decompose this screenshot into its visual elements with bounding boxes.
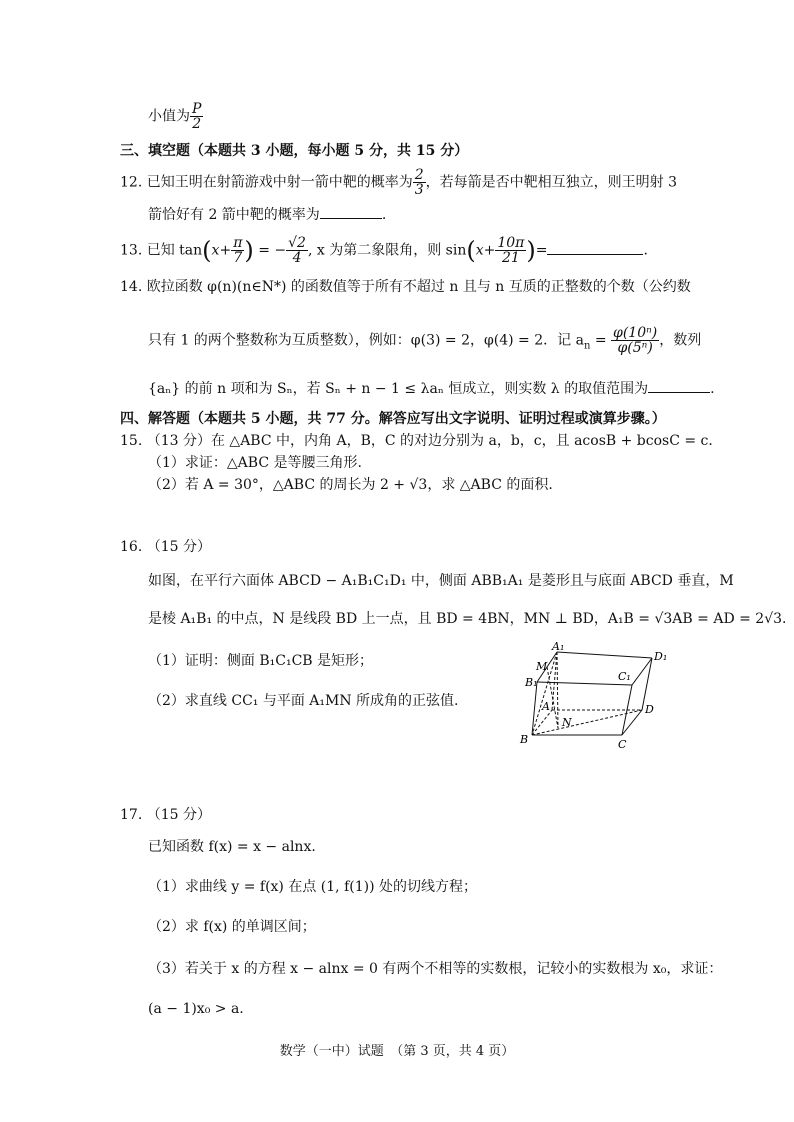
fraction: $\frac{2}{3}$ (414, 167, 424, 198)
answer-blank (648, 378, 710, 393)
question-14-cont2: {aₙ} 的前 n 项和为 Sₙ，若 Sₙ + n − 1 ≤ λaₙ 恒成立，则实数 λ 的取值范围为 . (148, 378, 715, 400)
question-17: 17. （15 分） (120, 807, 211, 823)
question-14-cont: 只有 1 的两个整数称为互质整数），例如：φ(3) = 2，φ(4) = 2．记 $a_n$ = $\frac{\text{φ(10ⁿ)}}{\text{φ(5ⁿ)}}$ ，数列 (148, 325, 702, 356)
question-17-line1: 已知函数 f(x) = x − alnx. (148, 839, 316, 855)
question-14: 14. 欧拉函数 φ(n)(n∈N*) 的函数值等于所有不超过 n 且与 n 互质的正整数的个数（公约数 (120, 279, 691, 295)
answer-blank (320, 204, 382, 219)
label-a1: A₁ (552, 640, 565, 653)
label-n: N (562, 716, 572, 729)
question-17-part3: （3）若关于 x 的方程 x − alnx = 0 有两个不相等的实数根，记较小的实数根为 x₀，求证： (148, 961, 723, 977)
label-b: B (520, 733, 529, 746)
page-footer: 数学（一中）试题 （第 3 页，共 4 页） (279, 1044, 515, 1059)
label-c1: C₁ (618, 670, 631, 683)
fraction: $\frac{√2}{4}$ (288, 235, 306, 266)
question-12: 12. 已知王明在射箭游戏中射一箭中靶的概率为 $\frac{2}{3}$ ，若每箭是否中靶相互独立，则王明射 3 (120, 167, 677, 198)
question-15-part1: （1）求证：△ABC 是等腰三角形. (148, 455, 362, 471)
prev-answer-tail: 小值为 $\frac{P}{2}$ (148, 101, 202, 132)
question-16-part1: （1）证明：侧面 B₁C₁CB 是矩形； (148, 653, 374, 669)
question-16: 16. （15 分） (120, 539, 211, 555)
question-12-cont: 箭恰好有 2 箭中靶的概率为 . (148, 204, 386, 226)
fraction: $\frac{\pi}{7}$ (233, 235, 243, 266)
section-title-solutions: 四、解答题（本题共 5 小题，共 77 分。解答应写出文字说明、证明过程或演算步骤。） (120, 411, 666, 427)
question-17-part2: （2）求 f(x) 的单调区间； (148, 919, 316, 935)
question-16-line2: 是棱 A₁B₁ 的中点，N 是线段 BD 上一点，且 BD = 4BN，MN ⊥ BD，A₁B = √3AB = AD = 2√3. (148, 611, 787, 627)
answer-blank (547, 240, 643, 255)
question-17-part1: （1）求曲线 y = f(x) 在点 (1, f(1)) 处的切线方程； (148, 879, 477, 895)
question-16-part2: （2）求直线 CC₁ 与平面 A₁MN 所成角的正弦值. (148, 693, 459, 709)
label-b1: B₁ (525, 676, 538, 689)
label-a: A (542, 700, 550, 713)
question-17-part3-cont: (a − 1)x₀ > a. (148, 1001, 244, 1017)
fraction: $\frac{P}{2}$ (192, 101, 202, 132)
fraction: $\frac{10\pi}{21}$ (497, 235, 525, 266)
question-15: 15. （13 分）在 △ABC 中，内角 A，B，C 的对边分别为 a，b，c，且 acosB + bcosC = c． (120, 433, 723, 449)
label-d1: D₁ (654, 650, 668, 663)
question-15-part2: （2）若 A = 30°，△ABC 的周长为 2 + √3，求 △ABC 的面积. (148, 477, 553, 493)
label-d: D (645, 703, 654, 716)
fraction: $\frac{\text{φ(10ⁿ)}}{\text{φ(5ⁿ)}}$ (613, 325, 658, 356)
label-c: C (618, 738, 627, 750)
section-title-fill-in: 三、填空题（本题共 3 小题，每小题 5 分，共 15 分） (120, 143, 469, 159)
question-16-line1: 如图，在平行六面体 ABCD − A₁B₁C₁D₁ 中，侧面 ABB₁A₁ 是菱形且与底面 ABCD 垂直，M (148, 573, 734, 589)
label-m: M (536, 660, 548, 673)
parallelepiped-figure (512, 640, 672, 750)
question-13: 13. 已知 tan(x+ $\frac{\pi}{7}$ ) = − $\frac{√2}{4}$ , x 为第二象限角，则 sin(x+ $\frac{10\pi}{21}$ )= . (120, 235, 648, 266)
